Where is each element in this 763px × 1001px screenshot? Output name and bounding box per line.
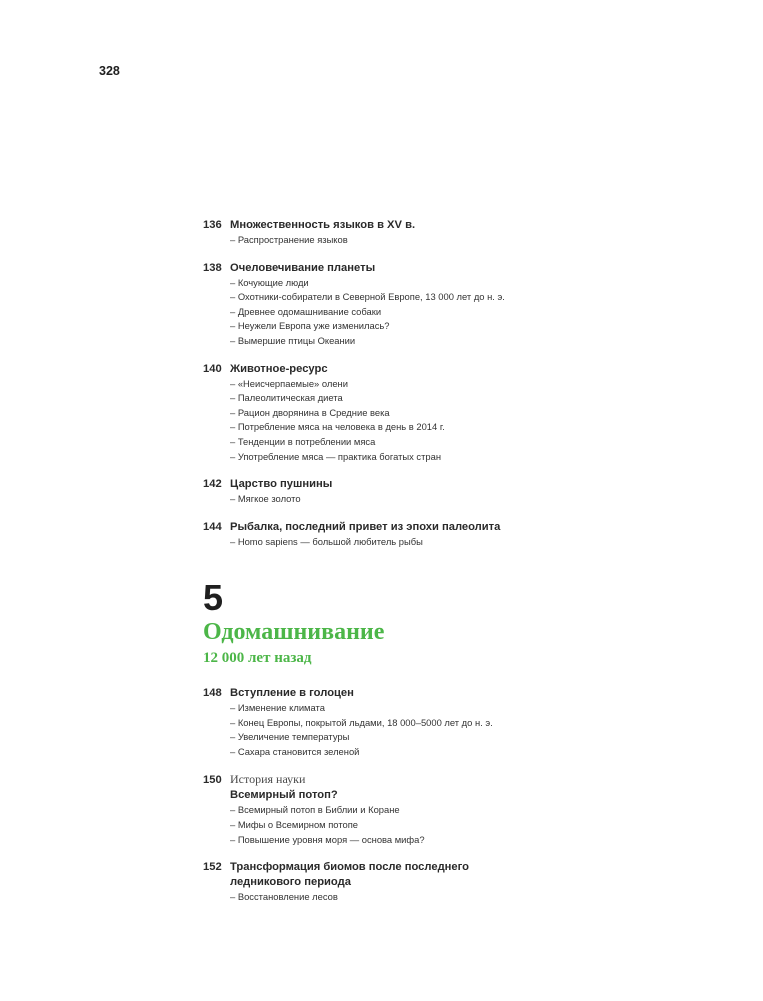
entry-subtopic: – «Неисчерпаемые» олени <box>230 377 348 389</box>
toc-entry-152[interactable] <box>203 860 723 905</box>
entry-subtopic: – Мифы о Всемирном потопе <box>230 818 359 830</box>
entry-subtopic: – Восстановление лесов <box>230 891 338 903</box>
chapter-subtitle: 12 000 лет назад <box>203 650 312 666</box>
entry-title-continued: ледникового периода <box>230 876 351 889</box>
entry-page-number: 140 <box>203 362 222 375</box>
entry-page-number: 150 <box>203 774 222 787</box>
entry-subtopic: – Кочующие люди <box>230 276 309 288</box>
entry-subtopic: – Вымершие птицы Океании <box>230 334 356 346</box>
entry-title: Множественность языков в XV в. <box>230 219 416 231</box>
entry-page-number: 152 <box>203 861 222 874</box>
entry-page-number: 144 <box>203 520 222 533</box>
entry-subtopic: – Всемирный потоп в Библии и Коране <box>230 804 400 816</box>
entry-title: Трансформация биомов после последнего <box>230 861 469 874</box>
toc-entry-138[interactable] <box>203 261 723 349</box>
entry-subtopic: – Рацион дворянина в Средние века <box>230 406 390 418</box>
entry-title: Рыбалка, последний привет из эпохи палеолита <box>230 520 501 533</box>
entry-subtopic: – Потребление мяса на человека в день в 2014 г. <box>230 421 445 433</box>
entry-page-number: 138 <box>203 261 222 274</box>
entry-rubric: История науки <box>230 772 306 787</box>
entry-subtopic: – Охотники-собиратели в Северной Европе, 13 000 лет до н. э. <box>230 291 505 303</box>
entry-subtopic: – Распространение языков <box>230 234 348 245</box>
entry-title: Вступление в голоцен <box>230 687 354 699</box>
entry-subtopic: – Мягкое золото <box>230 493 301 505</box>
entry-title: Всемирный потоп? <box>230 789 338 802</box>
toc-section-after <box>203 686 723 905</box>
entry-subtopic: – Тенденции в потреблении мяса <box>230 435 376 447</box>
entry-page-number: 142 <box>203 478 222 491</box>
toc-entry-140[interactable] <box>203 362 723 465</box>
entry-subtopic: – Homo sapiens — большой любитель рыбы <box>230 535 423 547</box>
toc-entry-136[interactable] <box>203 218 723 248</box>
entry-page-number: 148 <box>203 687 222 699</box>
entry-title: Царство пушнины <box>230 478 333 491</box>
toc-entry-142[interactable] <box>203 477 723 507</box>
toc-entry-148[interactable] <box>203 686 723 759</box>
entry-subtopic: – Конец Европы, покрытой льдами, 18 000–5000 лет до н. э. <box>230 716 493 728</box>
toc-section-before <box>203 218 723 549</box>
entry-title: Животное-ресурс <box>230 362 328 375</box>
toc-entry-150[interactable] <box>203 772 723 847</box>
entry-page-number: 136 <box>203 219 222 231</box>
page-number: 328 <box>99 64 120 78</box>
entry-subtopic: – Увеличение температуры <box>230 731 350 743</box>
chapter-title: Одомашнивание <box>203 619 385 645</box>
entry-subtopic: – Сахара становится зеленой <box>230 745 360 757</box>
entry-subtopic: – Изменение климата <box>230 702 325 713</box>
toc-entry-144[interactable] <box>203 520 723 550</box>
entry-subtopic: – Употребление мяса — практика богатых стран <box>230 450 442 462</box>
chapter-number: 5 <box>203 577 224 618</box>
entry-subtopic: – Палеолитическая диета <box>230 392 343 404</box>
entry-subtopic: – Древнее одомашнивание собаки <box>230 305 382 317</box>
entry-subtopic: – Неужели Европа уже изменилась? <box>230 320 390 332</box>
entry-subtopic: – Повышение уровня моря — основа мифа? <box>230 833 425 845</box>
entry-title: Очеловечивание планеты <box>230 261 376 274</box>
